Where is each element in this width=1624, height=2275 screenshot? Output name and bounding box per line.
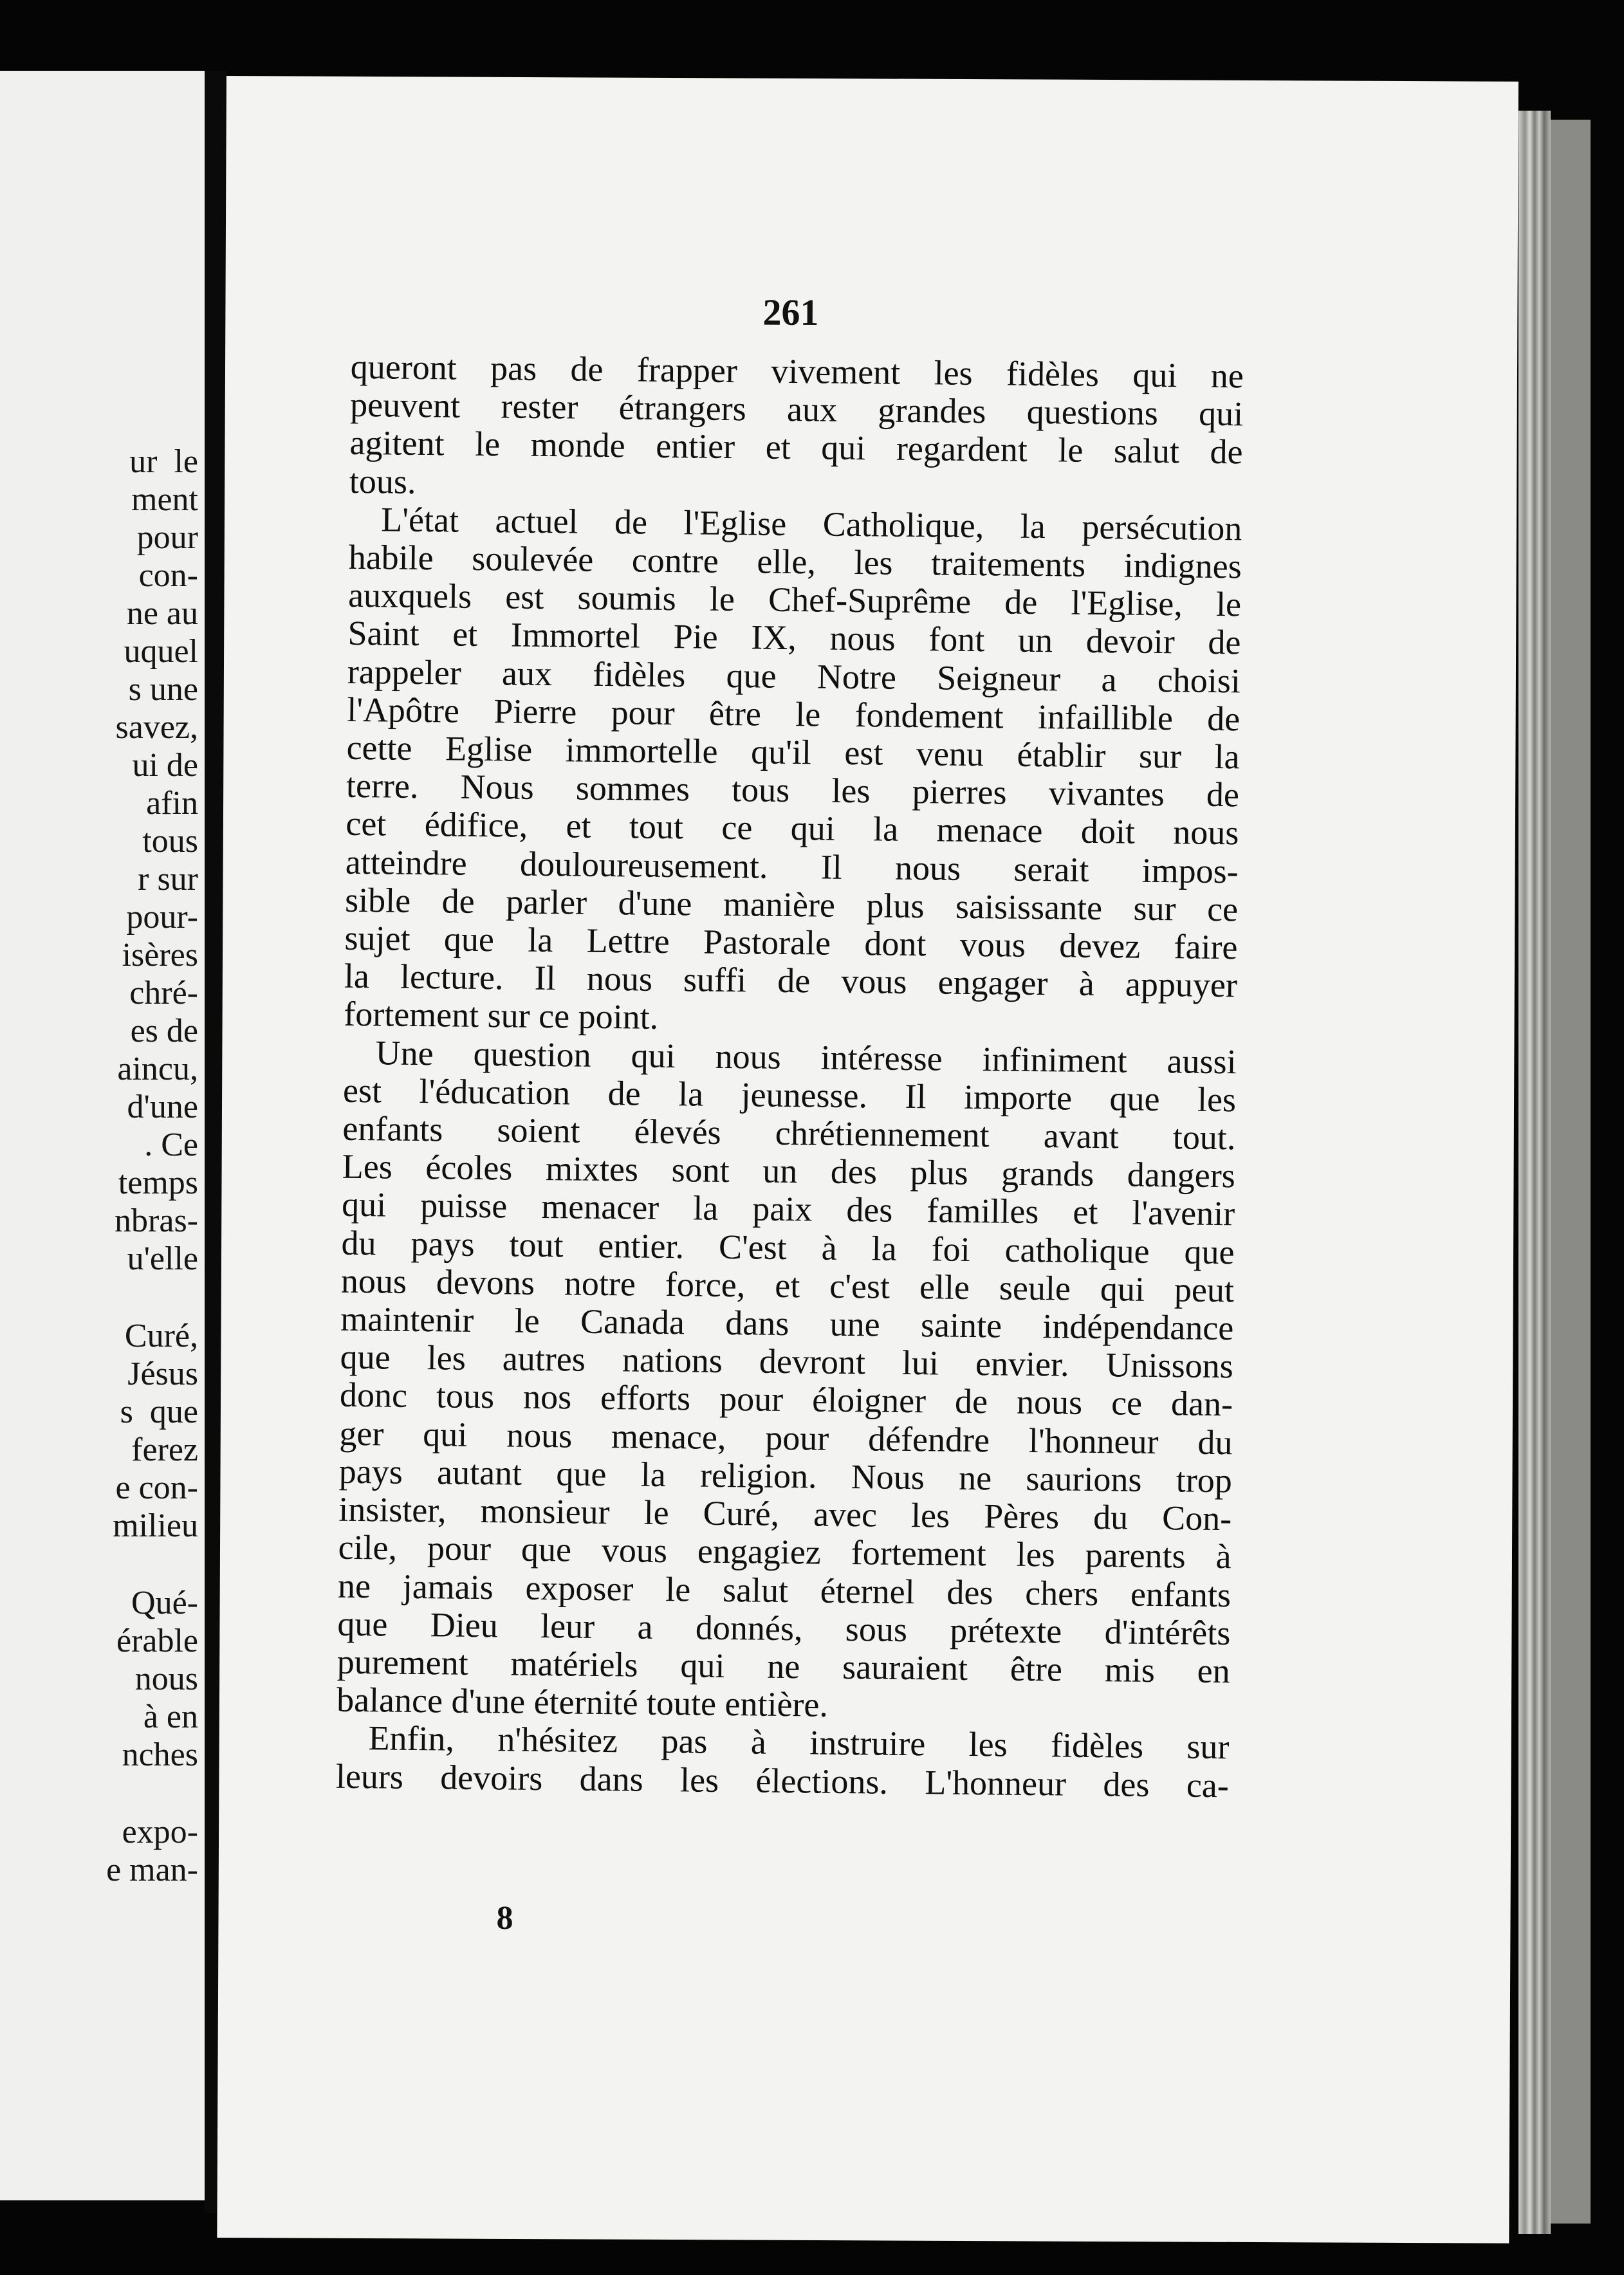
text-line: est l'éducation de la jeunesse. Il importe que les (342, 1071, 1237, 1119)
left-page-line: Jésus (127, 1356, 198, 1392)
text-line: pays autant que la religion. Nous ne saurions trop (338, 1451, 1233, 1500)
left-page-line: pour- (126, 899, 198, 935)
left-page-line: temps (118, 1165, 198, 1201)
left-page-line: e con- (115, 1469, 198, 1506)
text-line: Les écoles mixtes sont un des plus grands dangers (342, 1147, 1236, 1195)
text-line: rappeler aux fidèles que Notre Seigneur a choisi (347, 652, 1241, 700)
text-line: balance d'une éternité toute entière. (336, 1680, 829, 1724)
left-page-line: es de (130, 1013, 198, 1049)
left-page-line (0, 1278, 205, 1317)
left-page-line: r sur (138, 861, 198, 898)
left-page-line: nches (122, 1736, 198, 1773)
left-page-line: afin (146, 785, 198, 822)
previous-page-text (0, 443, 205, 1889)
text-line: Une question qui nous intéresse infiniment aussi (375, 1033, 1237, 1081)
text-line: enfants soient élevés chrétiennement avant tout. (342, 1109, 1236, 1157)
text-line: Enfin, n'hésitez pas à instruire les fidèles sur (368, 1718, 1230, 1767)
left-page-line: aincu, (117, 1051, 198, 1087)
left-page-line: tous (142, 823, 198, 860)
text-line: la lecture. Il nous suffi de vous engager à appuyer (344, 957, 1238, 1005)
text-line: que Dieu leur a donnés, sous prétexte d'intérêts (337, 1604, 1231, 1652)
text-line: purement matériels qui ne sauraient être mis en (337, 1642, 1231, 1691)
left-page-line: . Ce (144, 1127, 198, 1163)
page-edge-stack (1518, 111, 1551, 2234)
left-page-line: ne au (126, 595, 198, 632)
left-page-line: u'elle (127, 1240, 198, 1277)
left-page-line: savez, (115, 709, 198, 746)
text-line: donc tous nos efforts pour éloigner de nous ce dan- (339, 1376, 1233, 1424)
text-line: L'état actuel de l'Eglise Catholique, la persécution (381, 500, 1242, 548)
left-page-line: isères (122, 937, 198, 973)
left-page-line (0, 1545, 205, 1584)
left-page-line: chré- (129, 975, 198, 1011)
page-261 (217, 76, 1518, 2243)
left-page-line (0, 1774, 205, 1813)
left-page-line: expo- (122, 1814, 198, 1850)
page-number: 261 (762, 291, 819, 334)
left-page-line: s que (120, 1394, 198, 1430)
text-line: du pays tout entier. C'est à la foi catholique que (341, 1223, 1235, 1271)
text-line: queront pas de frapper vivement les fidèles qui ne (350, 347, 1244, 396)
text-line: atteindre douloureusement. Il nous serait impos- (345, 842, 1239, 890)
text-line: cette Eglise immortelle qu'il est venu établir sur la (346, 728, 1240, 777)
left-page-line: con- (138, 557, 198, 594)
left-page-line: pour (136, 519, 198, 556)
left-page-line: uquel (124, 633, 198, 670)
left-page-line: ui de (132, 747, 198, 784)
left-page-line: Curé, (124, 1318, 198, 1354)
page-edge-shadow (1551, 120, 1591, 2224)
text-line: l'Apôtre Pierre pour être le fondement infaillible de (346, 690, 1241, 739)
text-line: qui puisse menacer la paix des familles et l'avenir (341, 1185, 1235, 1233)
text-line: leurs devoirs dans les élections. L'honneur des ca- (335, 1756, 1230, 1805)
text-line: sible de parler d'une manière plus saisissante sur ce (344, 880, 1239, 929)
text-line: nous devons notre force, et c'est elle seule qui peut (340, 1261, 1235, 1310)
text-line: agitent le monde entier et qui regardent le salut de (349, 423, 1243, 472)
text-line: cile, pour que vous engagiez fortement les parents à (338, 1528, 1232, 1576)
text-line: tous. (349, 461, 416, 501)
left-page-line: s une (128, 671, 198, 708)
left-page-line: nbras- (115, 1202, 198, 1239)
text-line: ger qui nous menace, pour défendre l'honneur du (339, 1414, 1233, 1462)
left-page-line: d'une (127, 1089, 198, 1125)
text-line: auxquels est soumis le Chef-Suprême de l'Eglise, le (347, 576, 1242, 624)
text-line: Saint et Immortel Pie IX, nous font un devoir de (347, 614, 1241, 662)
text-line: fortement sur ce point. (343, 995, 659, 1037)
text-line: terre. Nous sommes tous les pierres vivantes de (346, 766, 1240, 815)
text-line: ne jamais exposer le salut éternel des chers enfants (337, 1566, 1232, 1614)
previous-page-strip (0, 71, 205, 2200)
text-line: habile soulevée contre elle, les traitements indignes (348, 537, 1242, 586)
text-line: maintenir le Canada dans une sainte indépendance (340, 1299, 1234, 1348)
left-page-line: ur le (129, 443, 198, 480)
text-line: insister, monsieur le Curé, avec les Pères du Con- (338, 1489, 1232, 1538)
left-page-line: Qué- (131, 1585, 198, 1621)
text-line: cet édifice, et tout ce qui la menace doit nous (346, 804, 1239, 852)
left-page-line: ferez (131, 1432, 198, 1468)
text-line: sujet que la Lettre Pastorale dont vous devez faire (344, 918, 1238, 967)
signature-mark: 8 (496, 1899, 513, 1937)
left-page-line: milieu (113, 1507, 198, 1544)
text-line: peuvent rester étrangers aux grandes questions qui (349, 385, 1244, 434)
left-page-line: à en (143, 1699, 198, 1735)
left-page-line: nous (134, 1661, 198, 1697)
left-page-line: érable (116, 1623, 198, 1659)
body-text (336, 348, 1244, 1805)
left-page-line: e man- (106, 1852, 198, 1888)
left-page-line: ment (131, 481, 198, 518)
text-line: que les autres nations devront lui envier. Unissons (340, 1338, 1233, 1386)
